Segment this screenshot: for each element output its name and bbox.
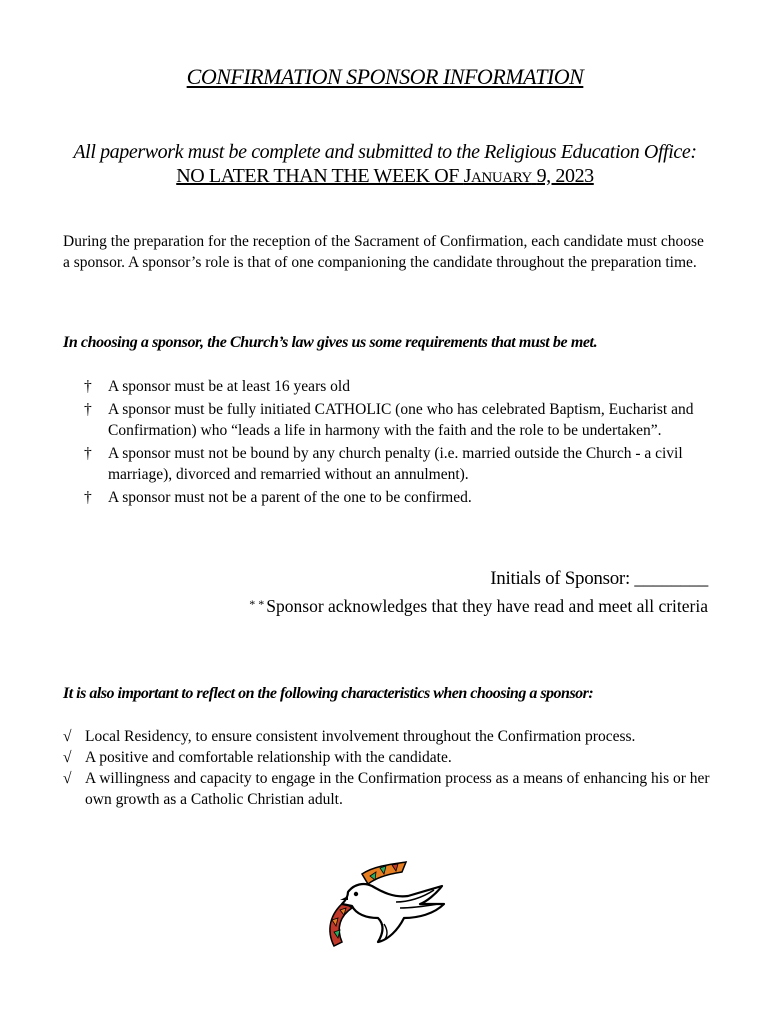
list-item [84, 399, 709, 441]
deadline-month-rest: ANUARY [471, 170, 532, 186]
dagger-bullet-icon: † [84, 401, 92, 418]
list-item-text: A sponsor must not be bound by any church penalty (i.e. married outside the Church - a civil marriage), divorced and remarried without an annulment). [108, 445, 683, 483]
sponsor-initials-line [490, 568, 708, 590]
check-mark-icon: √ [63, 728, 72, 745]
list-item [63, 747, 713, 768]
list-item [63, 768, 713, 810]
list-item [84, 487, 709, 508]
list-item-text: A sponsor must be fully initiated CATHOLIC (one who has celebrated Baptism, Eucharist and Confirmation) who “leads a life in harmony with the faith and the role to be undertaken”. [108, 401, 694, 439]
deadline-prefix: NO LATER THAN THE WEEK OF [176, 165, 459, 187]
submission-notice [60, 140, 710, 190]
sponsor-acknowledgement [249, 596, 708, 617]
page-title: CONFIRMATION SPONSOR INFORMATION [186, 64, 584, 89]
check-mark-icon: √ [63, 749, 72, 766]
dagger-bullet-icon: † [84, 445, 92, 462]
dagger-bullet-icon: † [84, 378, 92, 395]
requirements-list [84, 376, 709, 510]
list-item-text: Local Residency, to ensure consistent involvement throughout the Confirmation process. [85, 728, 636, 745]
check-mark-icon: √ [63, 770, 72, 787]
list-item [84, 376, 709, 397]
list-item-text: A sponsor must not be a parent of the one to be confirmed. [108, 489, 472, 506]
intro-paragraph: During the preparation for the reception of the Sacrament of Confirmation, each candidate must choose a sponsor. A sponsor’s role is that of one companioning the candidate throughout the preparation time. [63, 233, 704, 271]
initials-label: Initials of Sponsor: [490, 568, 630, 589]
deadline-date: 9, 2023 [536, 165, 594, 187]
notice-lead: All paperwork must be complete and submitted to the Religious Education Office: [73, 141, 697, 163]
notice-deadline [176, 165, 594, 187]
flame-tail [330, 902, 352, 946]
dove-icon [322, 858, 452, 954]
list-item-text: A willingness and capacity to engage in the Confirmation process as a means of enhancing his or her own growth as a Catholic Christian adult. [85, 770, 710, 808]
dagger-bullet-icon: † [84, 489, 92, 506]
dove-eye [354, 892, 358, 896]
list-item [63, 726, 713, 747]
acknowledgement-marker: * * [249, 597, 265, 611]
list-item [84, 443, 709, 485]
list-item-text: A positive and comfortable relationship with the candidate. [85, 749, 452, 766]
list-item-text: A sponsor must be at least 16 years old [108, 378, 350, 395]
acknowledgement-text: Sponsor acknowledges that they have read and meet all criteria [266, 596, 708, 616]
characteristics-list [63, 726, 713, 810]
deadline-month-initial: J [463, 165, 471, 187]
requirements-heading: In choosing a sponsor, the Church’s law gives us some requirements that must be met. [63, 334, 598, 351]
initials-field[interactable]: ________ [634, 568, 708, 589]
characteristics-heading: It is also important to reflect on the following characteristics when choosing a sponsor: [63, 685, 594, 702]
